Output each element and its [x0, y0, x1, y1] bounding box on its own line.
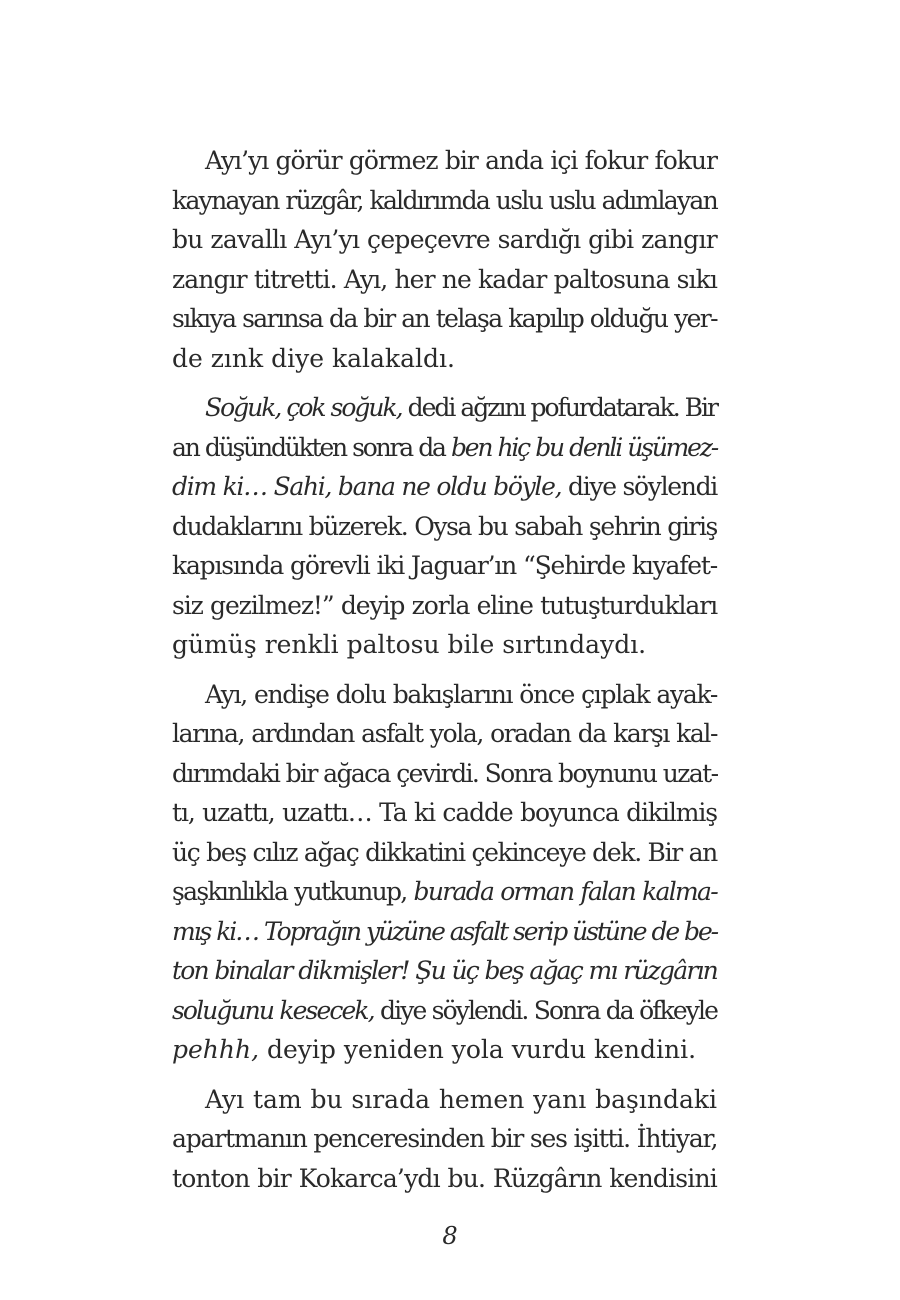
text-line: [172, 991, 717, 1031]
text-line: [172, 1030, 717, 1070]
text-run: dedi ağzını pofurdatarak. Bir: [401, 393, 717, 422]
text-run: dırımdaki bir ağaca çevirdi. Sonra boynunu uzat-: [172, 758, 718, 788]
italic-text: soluğunu kesecek,: [172, 995, 374, 1025]
italic-text: pehhh,: [172, 1035, 260, 1064]
text-line: [172, 586, 717, 626]
italic-text: ben hiç bu denli üşümez-: [450, 432, 717, 462]
italic-text: mış ki… Toprağın yüzüne asfalt serip üstüne de be-: [172, 916, 717, 946]
text-line: [172, 546, 717, 586]
text-run: Ayı tam bu sırada hemen yanı başındaki: [205, 1084, 717, 1114]
text-run: diye söylendi. Sonra da öfkeyle: [373, 995, 717, 1025]
text-run: de zınk diye kalakaldı.: [172, 343, 455, 373]
paragraph: [172, 675, 717, 1070]
text-line: [172, 872, 717, 912]
text-run: tonton bir Kokarca’ydı bu. Rüzgârın kendisini: [172, 1163, 717, 1193]
paragraph: [172, 1080, 717, 1199]
text-run: dudaklarını büzerek. Oysa bu sabah şehrin giriş: [172, 511, 717, 541]
text-run: bu zavallı Ayı’yı çepeçevre sardığı gibi zangır: [172, 225, 717, 254]
page-number: 8: [442, 1222, 458, 1250]
text-line: [172, 141, 717, 181]
text-run: Ayı, endişe dolu bakışlarını önce çıplak ayak-: [205, 679, 717, 709]
text-line: [172, 675, 717, 715]
text-line: [172, 1080, 717, 1120]
text-line: [172, 1119, 717, 1159]
text-run: an düşündükten sonra da: [172, 432, 451, 462]
text-run: deyip yeniden yola vurdu kendini.: [259, 1035, 697, 1064]
text-line: [172, 951, 717, 991]
text-line: [172, 260, 717, 300]
text-line: [172, 428, 717, 468]
text-run: şaşkınlıkla yutkunup,: [172, 877, 414, 906]
text-line: [172, 467, 717, 507]
text-run: tı, uzattı, uzattı… Ta ki cadde boyunca dikilmiş: [172, 798, 717, 827]
text-run: diye söylendi: [561, 472, 717, 501]
text-run: üç beş cılız ağaç dikkatini çekinceye dek. Bir an: [172, 837, 717, 867]
text-run: Ayı’yı görür görmez bir anda içi fokur fokur: [205, 146, 717, 175]
text-run: apartmanın penceresinden bir ses işitti. İhtiyar,: [172, 1124, 718, 1153]
text-run: sıkıya sarınsa da bir an telaşa kapılıp olduğu yer-: [172, 304, 717, 333]
text-line: [172, 793, 717, 833]
text-line: [172, 220, 717, 260]
italic-text: ton binalar dikmişler! Şu üç beş ağaç mı rüzgârın: [172, 956, 717, 985]
text-run: larına, ardından asfalt yola, oradan da karşı kal-: [172, 719, 717, 748]
text-line: [172, 507, 717, 547]
text-line: [172, 1159, 717, 1199]
italic-text: burada orman falan kalma-: [413, 877, 717, 906]
text-run: gümüş renkli paltosu bile sırtındaydı.: [172, 630, 647, 659]
paragraph: [172, 141, 717, 378]
text-run: siz gezilmez!” deyip zorla eline tutuşturdukları: [172, 590, 717, 620]
body-text: [172, 141, 717, 1198]
text-line: [172, 299, 717, 339]
text-line: [172, 339, 717, 379]
italic-text: Soğuk, çok soğuk,: [205, 393, 402, 422]
text-line: [172, 181, 717, 221]
italic-text: dim ki… Sahi, bana ne oldu böyle,: [172, 472, 562, 501]
paragraph: [172, 388, 717, 665]
text-run: kapısında görevli iki Jaguar’ın “Şehirde kıyafet-: [172, 551, 717, 580]
text-line: [172, 833, 717, 873]
text-line: [172, 714, 717, 754]
text-line: [172, 754, 717, 794]
text-run: zangır titretti. Ayı, her ne kadar paltosuna sıkı: [172, 264, 717, 294]
text-line: [172, 625, 717, 665]
text-line: [172, 912, 717, 952]
text-run: kaynayan rüzgâr, kaldırımda uslu uslu adımlayan: [172, 185, 717, 215]
text-line: [172, 388, 717, 428]
